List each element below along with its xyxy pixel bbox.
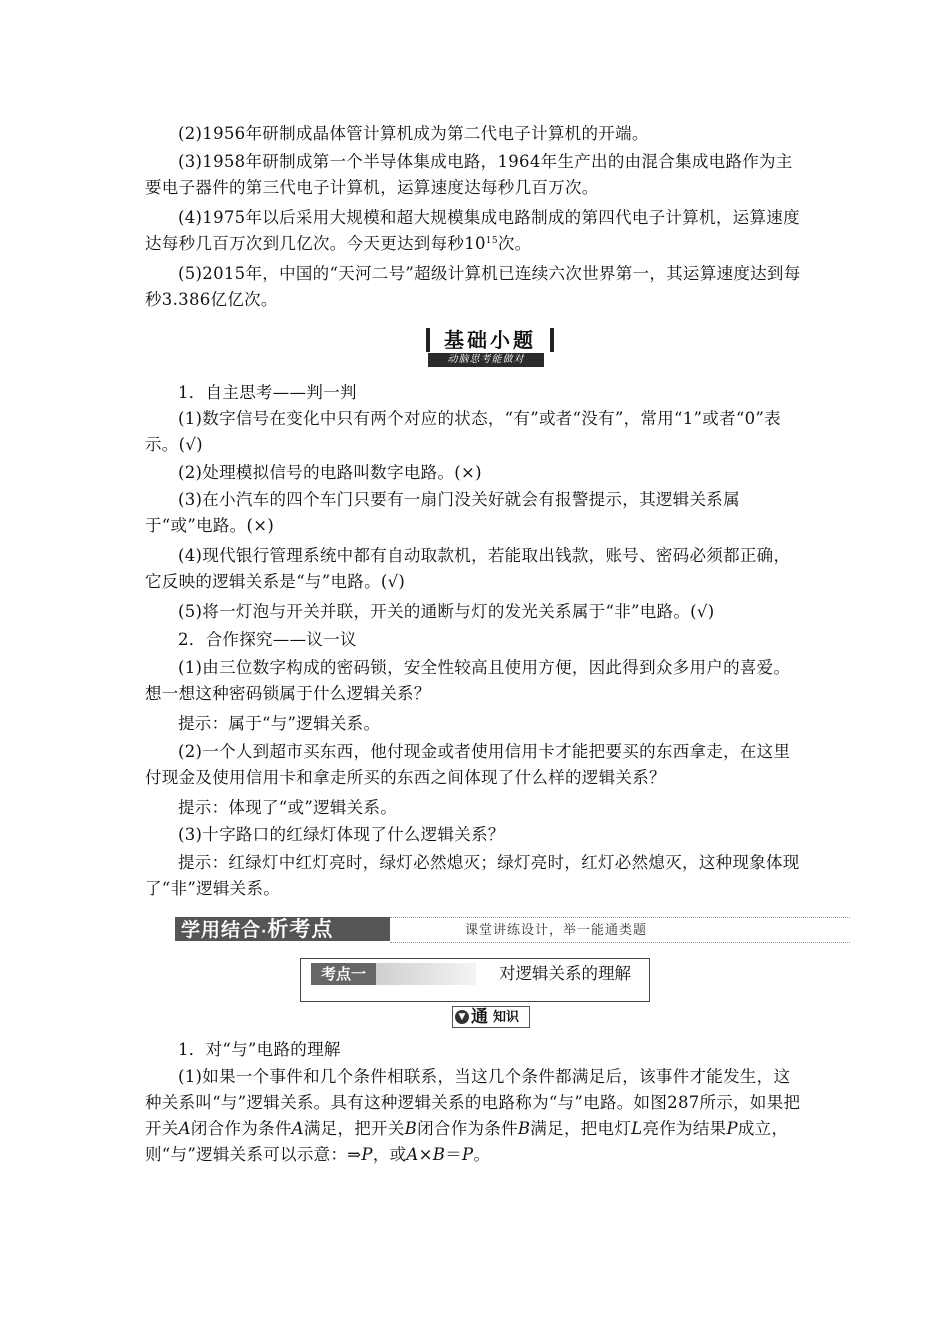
banner-subtitle: 课堂讲练设计，举一能通类题 [465,923,648,938]
judge-item-1: (1)数字信号在变化中只有两个对应的状态，“有”或者“没有”，常用“1”或者“0”表示。(√) [145,409,781,454]
var-p: P [361,1145,373,1164]
exam-point-title: 对逻辑关系的理解 [499,964,631,983]
var-a: A [406,1145,419,1164]
banner-title-b: 析考点 [267,917,334,941]
paragraph-1958: (3)1958年研制成第一个半导体集成电路，1964年生产出的由混合集成电路作为主要电子器件的第三代电子计算机，运算速度达每秒几百万次。 [145,152,793,197]
discuss-question-3: (3)十字路口的红绿灯体现了什么逻辑关系？ [178,825,505,844]
discuss-hint-1: 提示：属于“与”逻辑关系。 [178,714,381,733]
exponent: 15 [485,236,498,246]
paragraph-1956: (2)1956年研制成晶体管计算机成为第二代电子计算机的开端。 [178,124,649,143]
var-p: P [462,1145,474,1164]
text-run: (1)如果一个事件和几个条件相联系，当这几个条件都满足后，该事件才能发生，这种关系叫“与”逻辑关系。具有这种逻辑关系的电路称为“与”电路。如图287所示，如果把开关 [145,1067,801,1138]
exam-point-box [300,958,650,1002]
and-circuit-heading: 1．对“与”电路的理解 [178,1040,341,1059]
discuss-hint-3: 提示：红绿灯中红灯亮时，绿灯必然熄灭；绿灯亮时，红灯必然熄灭，这种现象体现了“非”逻辑关系。 [145,853,800,898]
text-run: 。 [473,1145,491,1164]
knowledge-tag-sub: 知识 [493,1010,520,1025]
discuss-question-1: (1)由三位数字构成的密码锁，安全性较高且使用方便，因此得到众多用户的喜爱。想一想这种密码锁属于什么逻辑关系？ [145,658,791,703]
knowledge-tag [452,1006,530,1028]
badge-subtitle: 动脑思考能做对 [428,353,544,367]
text-run: 闭合作为条件 [190,1119,292,1138]
text-run: 满足，把电灯 [530,1119,632,1138]
section-banner [175,917,850,943]
paragraph-2015: (5)2015年，中国的“天河二号”超级计算机已连续六次世界第一，其运算速度达到每秒3.386亿亿次。 [145,264,801,309]
var-b: B [404,1119,418,1138]
and-circuit-paragraph [145,1064,805,1168]
var-b: B [432,1145,446,1164]
var-p: P [726,1119,738,1138]
text-run: ，或 [372,1145,407,1164]
discuss-question-2: (2)一个人到超市买东西，他付现金或者使用信用卡才能把要买的东西拿走，在这里付现金及使用信用卡和拿走所买的东西之间体现了什么样的逻辑关系？ [145,742,791,787]
exam-point-gradient [376,963,476,985]
judge-item-5: (5)将一灯泡与开关并联，开关的通断与灯的发光关系属于“非”电路。(√) [178,602,715,621]
text-run: 亮作为结果 [642,1119,727,1138]
paragraph-1975-text: (4)1975年以后采用大规模和超大规模集成电路制成的第四代电子计算机，运算速度达每秒几百万次到几亿次。今天更达到每秒10 [145,208,800,253]
discuss-hint-2: 提示：体现了“或”逻辑关系。 [178,798,398,817]
basic-questions-badge [422,328,550,368]
text-run: × [418,1145,433,1164]
text-run: 满足，把开关 [303,1119,405,1138]
knowledge-tag-main: 通 [471,1007,488,1027]
exam-point-label: 考点一 [311,963,376,985]
chevron-down-icon: ▼ [455,1010,469,1024]
banner-dot: · [261,924,268,940]
paragraph-1975-end: 次。 [497,234,532,253]
self-think-heading: 1．自主思考——判一判 [178,383,357,402]
text-run: 成立，则“与”逻辑关系可以示意：⇒ [145,1119,789,1164]
var-a: A [291,1119,304,1138]
text-run: ＝ [445,1145,463,1164]
banner-title [175,917,390,941]
badge-title: 基础小题 [426,328,554,352]
var-l: L [631,1119,643,1138]
judge-item-3: (3)在小汽车的四个车门只要有一扇门没关好就会有报警提示，其逻辑关系属于“或”电路。(×) [145,490,740,535]
paragraph-1975 [145,205,805,257]
var-a: A [178,1119,191,1138]
judge-item-2: (2)处理模拟信号的电路叫数字电路。(×) [178,463,482,482]
var-b: B [517,1119,531,1138]
text-run: 闭合作为条件 [417,1119,518,1138]
banner-title-a: 学用结合 [181,919,262,941]
coop-heading: 2．合作探究——议一议 [178,630,357,649]
judge-item-4: (4)现代银行管理系统中都有自动取款机，若能取出钱款，账号、密码必须都正确，它反映的逻辑关系是“与”电路。(√) [145,546,791,591]
